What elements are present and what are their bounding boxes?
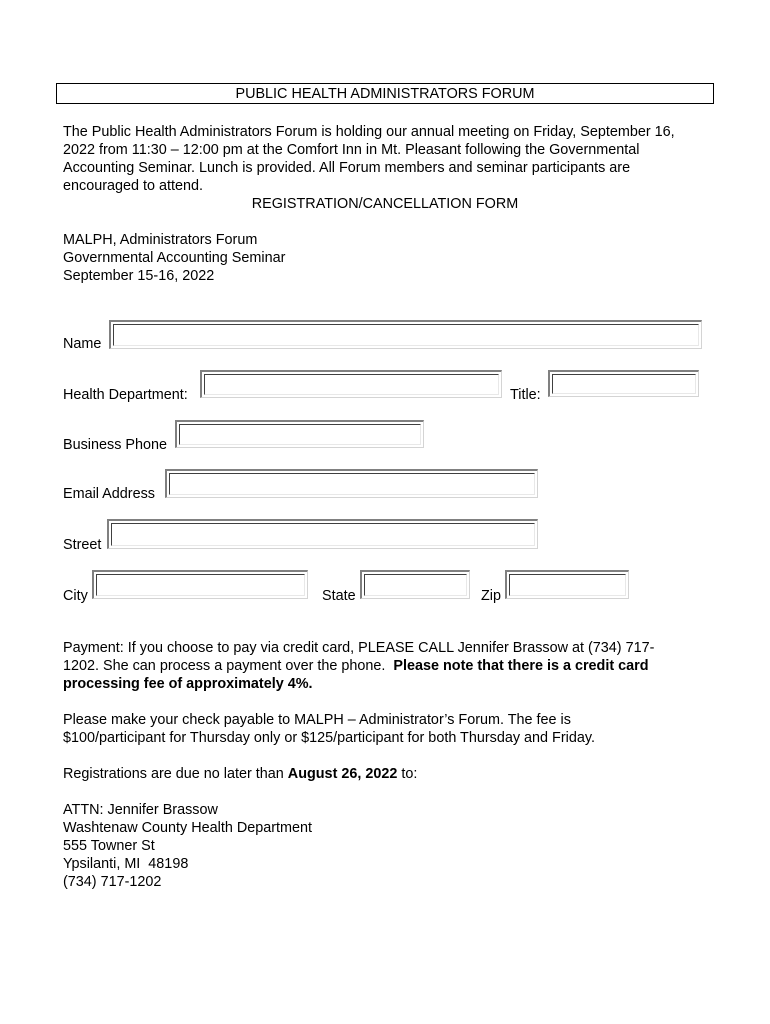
business-phone-field[interactable] [175, 420, 424, 448]
zip-input[interactable] [510, 575, 625, 595]
health-department-label: Health Department: [63, 387, 188, 403]
event-info [63, 231, 707, 285]
address-line-3: 555 Towner St [63, 838, 155, 854]
city-field[interactable] [92, 570, 308, 599]
name-field[interactable] [109, 320, 702, 349]
event-line-2: Governmental Accounting Seminar [63, 250, 286, 266]
intro-line-2: 2022 from 11:30 – 12:00 pm at the Comfort Inn in Mt. Pleasant following the Governmental [63, 142, 640, 158]
name-input[interactable] [114, 325, 698, 345]
intro-line-4: encouraged to attend. [63, 178, 204, 194]
check-paragraph [63, 711, 707, 747]
business-phone-input[interactable] [180, 425, 420, 444]
title-input[interactable] [553, 375, 695, 393]
address-line-4: Ypsilanti, MI 48198 [63, 856, 189, 872]
street-field[interactable] [107, 519, 538, 549]
payment-line-1: Payment: If you choose to pay via credit card, PLEASE CALL Jennifer Brassow at (734) 717- [63, 640, 655, 656]
zip-label: Zip [481, 588, 501, 604]
intro-paragraph [63, 123, 707, 195]
event-line-1: MALPH, Administrators Forum [63, 232, 258, 248]
street-label: Street [63, 537, 102, 553]
health-department-input[interactable] [205, 375, 498, 394]
payment-line-3: processing fee of approximately 4%. [63, 676, 313, 692]
health-department-field[interactable] [200, 370, 502, 398]
city-input[interactable] [97, 575, 304, 595]
title-label: Title: [510, 387, 541, 403]
page-title: PUBLIC HEALTH ADMINISTRATORS FORUM [56, 83, 714, 104]
payment-paragraph [63, 639, 707, 693]
address-line-5: (734) 717-1202 [63, 874, 162, 890]
state-label: State [322, 588, 356, 604]
mailing-address [63, 801, 707, 891]
intro-line-1: The Public Health Administrators Forum is holding our annual meeting on Friday, September 16, [63, 124, 675, 140]
address-line-2: Washtenaw County Health Department [63, 820, 313, 836]
email-field[interactable] [165, 469, 538, 498]
business-phone-label: Business Phone [63, 437, 168, 453]
intro-line-3: Accounting Seminar. Lunch is provided. All Forum members and seminar participants are [63, 160, 631, 176]
name-label: Name [63, 336, 102, 352]
check-line-2: $100/participant for Thursday only or $125/participant for both Thursday and Friday. [63, 730, 595, 746]
form-heading: REGISTRATION/CANCELLATION FORM [251, 196, 519, 212]
payment-line-2: 1202. She can process a payment over the phone. Please note that there is a credit card [63, 658, 649, 674]
email-label: Email Address [63, 486, 155, 502]
email-input[interactable] [170, 474, 534, 494]
title-field[interactable] [548, 370, 699, 397]
deadline-line: Registrations are due no later than August 26, 2022 to: [63, 766, 418, 782]
zip-field[interactable] [505, 570, 629, 599]
city-label: City [63, 588, 88, 604]
address-line-1: ATTN: Jennifer Brassow [63, 802, 218, 818]
check-line-1: Please make your check payable to MALPH – Administrator’s Forum. The fee is [63, 712, 571, 728]
state-field[interactable] [360, 570, 470, 599]
street-input[interactable] [112, 524, 534, 545]
state-input[interactable] [365, 575, 466, 595]
event-line-3: September 15-16, 2022 [63, 268, 215, 284]
